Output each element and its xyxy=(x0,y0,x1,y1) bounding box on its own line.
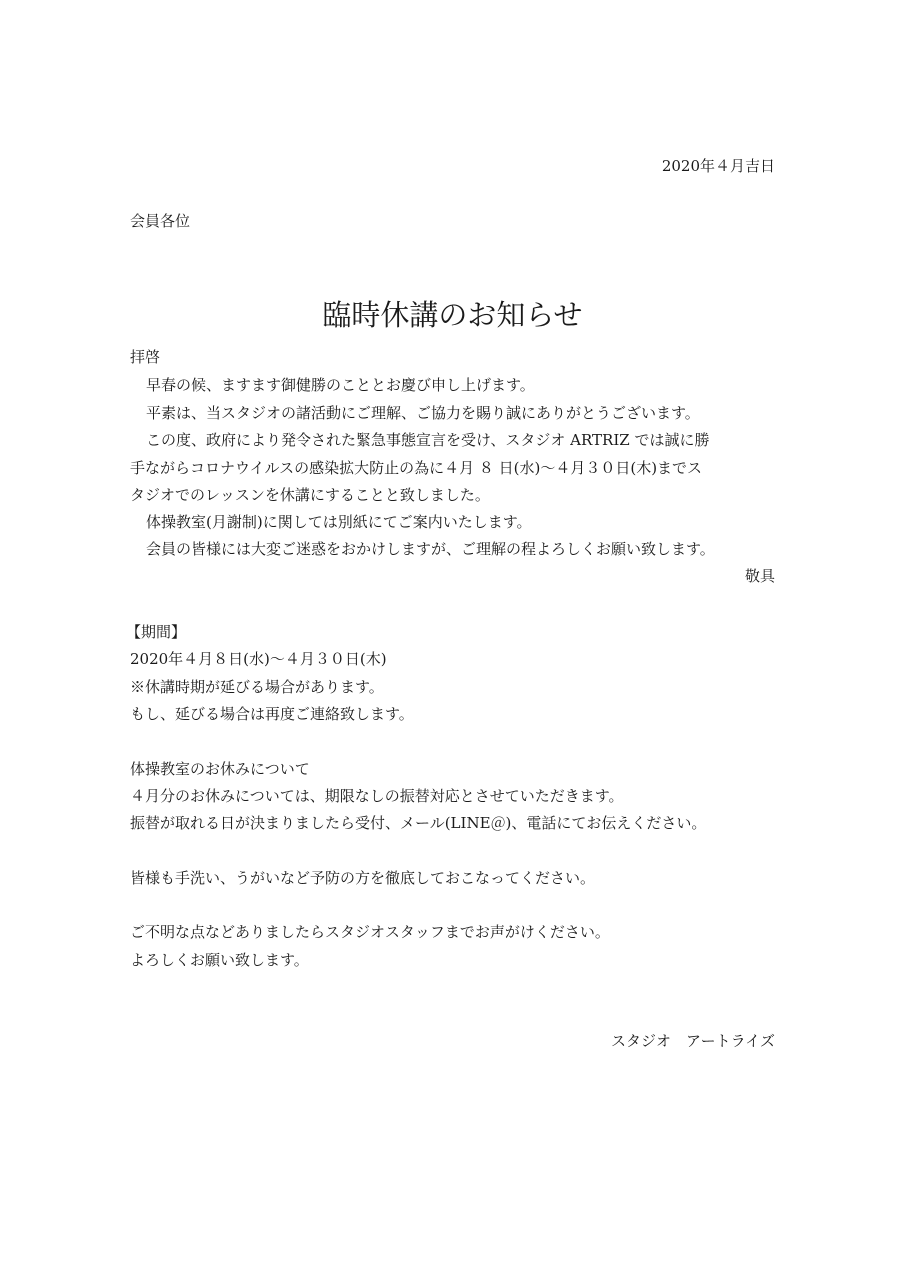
gym-line: ４月分のお休みについては、期限なしの振替対応とさせていただきます。 xyxy=(130,787,624,805)
body-line: タジオでのレッスンを休講にすることと致しました。 xyxy=(130,486,490,504)
contact-line: ご不明な点などありましたらスタジオスタッフまでお声がけください。 xyxy=(130,923,610,941)
period-note: もし、延びる場合は再度ご連絡致します。 xyxy=(130,705,414,723)
body-line: 平素は、当スタジオの諸活動にご理解、ご協力を賜り誠にありがとうございます。 xyxy=(146,404,700,422)
addressee: 会員各位 xyxy=(130,212,191,230)
body-line: 早春の候、ますます御健勝のこととお慶び申し上げます。 xyxy=(146,376,535,394)
period-dates: 2020年４月８日(水)～４月３０日(木) xyxy=(130,650,387,668)
contact-line: よろしくお願い致します。 xyxy=(130,951,309,969)
notice-date: 2020年４月吉日 xyxy=(661,157,775,175)
period-note: ※休講時期が延びる場合があります。 xyxy=(130,678,384,696)
body-line: 手ながらコロナウイルスの感染拡大防止の為に４月 ８ 日(水)～４月３０日(木)までス xyxy=(130,459,703,477)
closing: 敬具 xyxy=(744,567,775,585)
body-line: 体操教室(月謝制)に関しては別紙にてご案内いたします。 xyxy=(146,513,532,531)
gym-heading: 体操教室のお休みについて xyxy=(130,760,310,778)
period-heading: 【期間】 xyxy=(126,623,187,641)
gym-line: 振替が取れる日が決まりましたら受付、メール(LINE＠)、電話にてお伝えください。 xyxy=(130,814,707,832)
signature: スタジオ アートライズ xyxy=(611,1032,775,1050)
prevention-note: 皆様も手洗い、うがいなど予防の方を徹底しておこなってください。 xyxy=(130,869,596,887)
body-line: 会員の皆様には大変ご迷惑をおかけしますが、ご理解の程よろしくお願い致します。 xyxy=(146,540,715,558)
body-line: この度、政府により発令された緊急事態宣言を受け、スタジオ ARTRIZ では誠に勝 xyxy=(146,431,710,449)
page-title: 臨時休講のお知らせ xyxy=(322,298,583,332)
salutation: 拝啓 xyxy=(130,348,161,366)
